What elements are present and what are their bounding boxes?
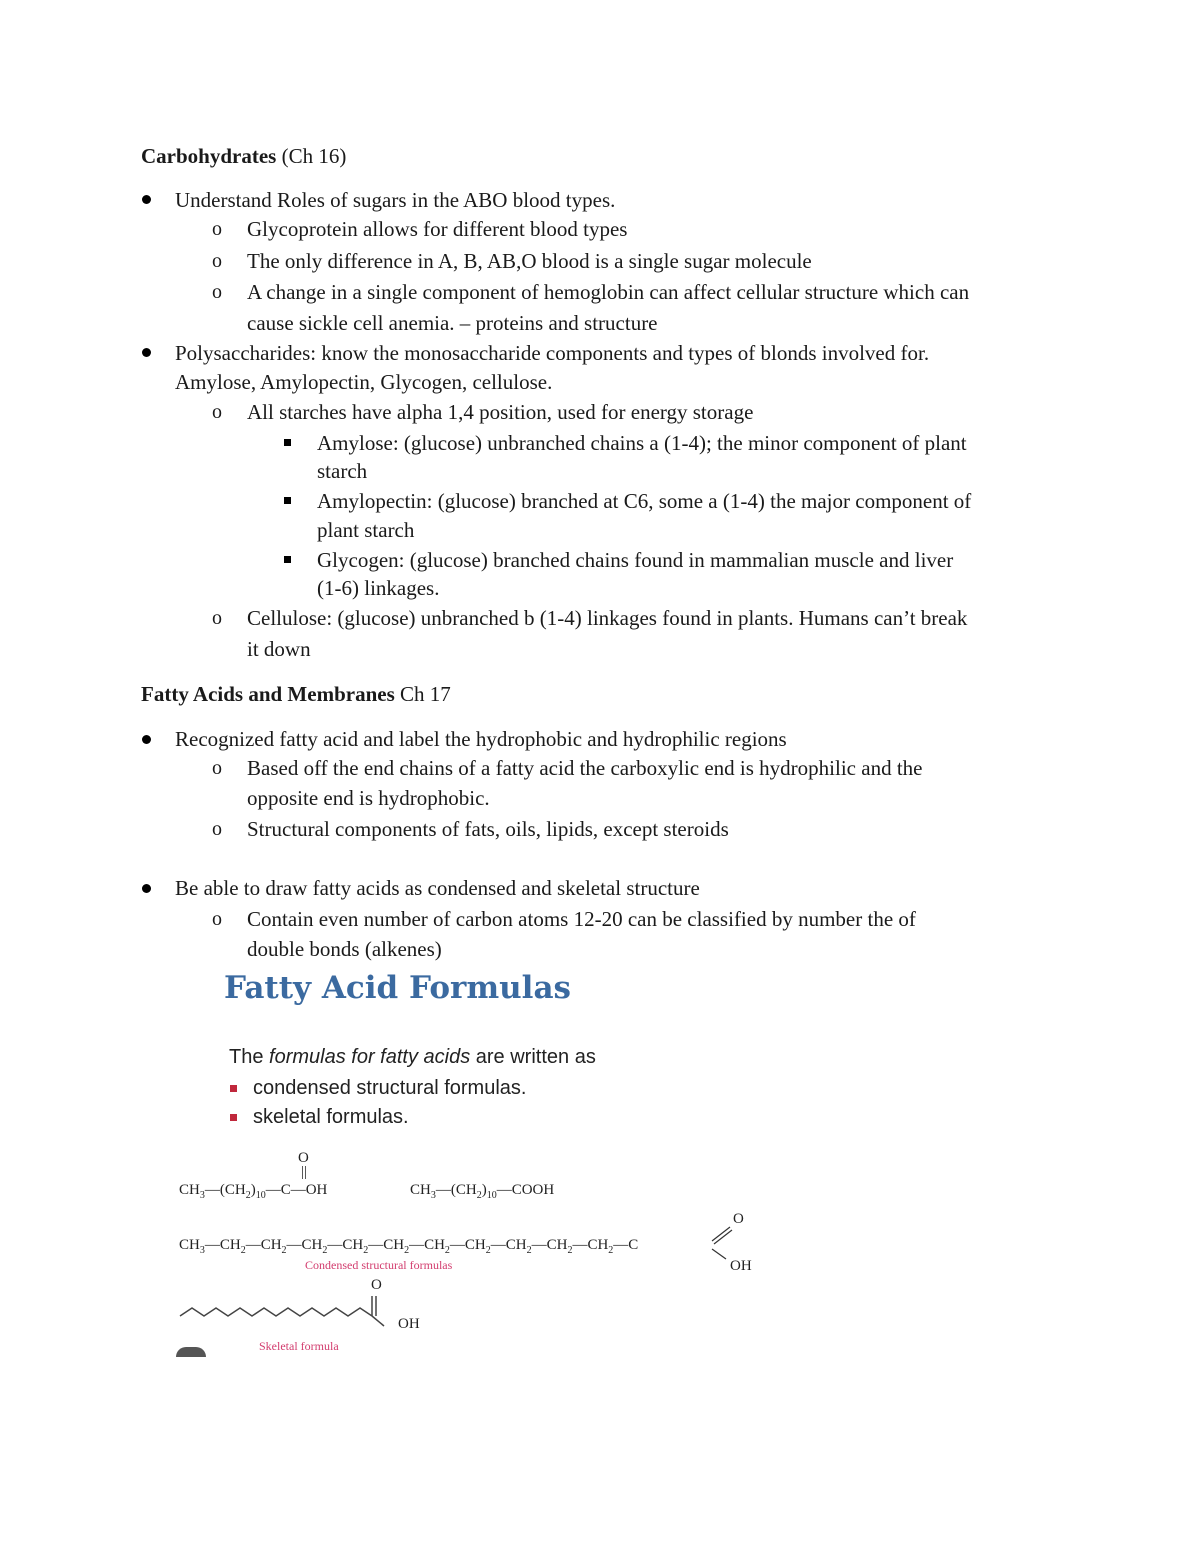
section-heading-carbohydrates: Carbohydrates (Ch 16) [141,144,347,168]
sub-sub-bullet-text-cont: plant starch [317,518,415,542]
sub-bullet-marker: o [212,250,222,272]
bullet-disc [142,735,151,744]
sub-bullet-text: A change in a single component of hemoglobin can affect cellular structure which can [247,280,970,304]
sub-bullet-marker: o [212,281,222,303]
figure-bullet-square [230,1114,237,1121]
sub-bullet-marker: o [212,908,222,930]
formula-condensed-2: $CH_3—(CH_2)_{10}—COOH$ [410,1182,555,1201]
caption-condensed: Condensed structural formulas [305,1258,453,1272]
sub-sub-bullet-text-cont: starch [317,459,368,483]
sub-bullet-text-cont: opposite end is hydrophobic. [247,786,490,810]
sub-sub-bullet-text: Amylose: (glucose) unbranched chains a (1-4); the minor component of plant [317,431,967,455]
sub-sub-bullet-text-cont: (1-6) linkages. [317,576,440,600]
caption-skeletal: Skeletal formula [259,1339,339,1353]
sub-sub-bullet-square [284,439,291,446]
sub-bullet-marker: o [212,401,222,423]
sub-sub-bullet-text: Amylopectin: (glucose) branched at C6, some a (1-4) the major component of [317,489,972,513]
bullet-disc [142,195,151,204]
sub-sub-bullet-square [284,497,291,504]
figure-logo-fragment [176,1347,206,1357]
skeletal-formula-zigzag [176,1278,436,1348]
sub-bullet-marker: o [212,607,222,629]
skeletal-oxygen: O [371,1277,382,1293]
sub-bullet-marker: o [212,218,222,240]
sub-bullet-text: Structural components of fats, oils, lipids, except steroids [247,817,729,841]
sub-bullet-text-cont: double bonds (alkenes) [247,937,442,961]
sub-bullet-text: Contain even number of carbon atoms 12-20 can be classified by number the of [247,907,916,931]
bullet-text: Be able to draw fatty acids as condensed and skeletal structure [175,876,700,900]
sub-bullet-text: Glycoprotein allows for different blood types [247,217,628,241]
sub-bullet-text: The only difference in A, B, AB,O blood is a single sugar molecule [247,249,812,273]
formula-condensed-1: $CH_3—(CH_2)_{10}—C—OH$ [179,1182,328,1201]
formula-carbonyl-oxygen: O [298,1150,309,1166]
formula-condensed-expanded: $CH_3—CH_2—CH_2—CH_2—CH_2—CH_2—CH_2—CH_2—CH_2—CH_2—CH_2—C$ [179,1237,639,1256]
skeletal-oh: OH [398,1316,420,1332]
formula-carboxyl-oxygen: O [733,1211,744,1227]
figure-item-condensed: condensed structural formulas. [253,1077,527,1099]
sub-bullet-marker: o [212,818,222,840]
formula-carboxyl-oh: OH [730,1258,752,1274]
sub-sub-bullet-text: Glycogen: (glucose) branched chains found in mammalian muscle and liver [317,548,954,572]
bullet-text-cont: Amylose, Amylopectin, Glycogen, cellulose. [175,370,553,394]
sub-bullet-text: Based off the end chains of a fatty acid the carboxylic end is hydrophilic and the [247,756,923,780]
figure-item-skeletal: skeletal formulas. [253,1106,409,1128]
figure-bullet-square [230,1085,237,1092]
figure-title: Fatty Acid Formulas [224,970,571,1006]
sub-sub-bullet-square [284,556,291,563]
sub-bullet-text-cont: cause sickle cell anemia. – proteins and structure [247,311,658,335]
sub-bullet-text-cont: it down [247,637,311,661]
formula-double-bond: || [301,1164,308,1180]
sub-bullet-marker: o [212,757,222,779]
bullet-disc [142,348,151,357]
figure-intro: The formulas for fatty acids are written as [229,1046,596,1068]
sub-bullet-text: All starches have alpha 1,4 position, used for energy storage [247,400,754,424]
bullet-text: Polysaccharides: know the monosaccharide components and types of blonds involved for. [175,341,930,365]
bullet-disc [142,884,151,893]
bullet-text: Understand Roles of sugars in the ABO blood types. [175,188,616,212]
sub-bullet-text: Cellulose: (glucose) unbranched b (1-4) linkages found in plants. Humans can’t break [247,606,968,630]
section-heading-fatty-acids: Fatty Acids and Membranes Ch 17 [141,682,451,706]
bullet-text: Recognized fatty acid and label the hydrophobic and hydrophilic regions [175,727,787,751]
